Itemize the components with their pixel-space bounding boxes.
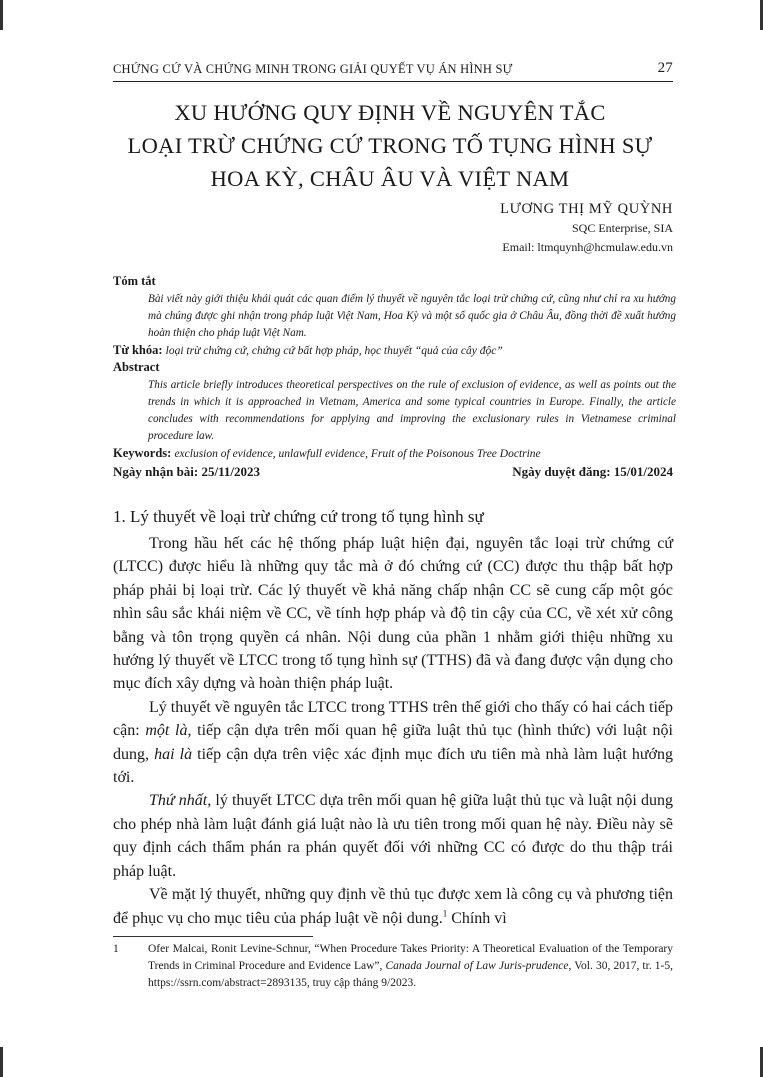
author-email: Email: ltmquynh@hcmulaw.edu.vn <box>502 240 673 254</box>
abstract-label: Abstract <box>113 360 160 374</box>
submission-dates <box>113 464 673 480</box>
keywords-en-text: exclusion of evidence, unlawfull evidence, Fruit of the Poisonous Tree Doctrine <box>174 448 541 460</box>
accepted-date: Ngày duyệt đăng: 15/01/2024 <box>512 464 673 479</box>
crop-mark <box>0 0 3 30</box>
body-text <box>113 532 673 930</box>
abstract-text: This article briefly introduces theoretical perspectives on the rule of exclusion of evidence, as well as points out the trends in which it is approached in Vietnam, America and some typical countries in Europe. Finally, the article concludes with recommendations for applying and improving the exclusionary rules in Vietnamese criminal procedure law. <box>148 379 676 442</box>
author-affiliation: SQC Enterprise, SIA <box>572 221 673 235</box>
footnote-text: Ofer Malcai, Ronit Levine-Schnur, “When Procedure Takes Priority: A Theoretical Evaluation of the Temporary Trends in Criminal Procedure and Evidence Law”, Canada Journal of Law Juris-prudence, Vol. 30, 2017, tr. 1-5, https://ssrn.com/abstract=2893135, truy cập tháng 9/2023. <box>148 943 674 989</box>
footnote-ref: 1 <box>442 908 448 919</box>
article-title <box>90 96 690 195</box>
summary-label: Tóm tắt <box>113 274 156 288</box>
title-line: HOA KỲ, CHÂU ÂU VÀ VIỆT NAM <box>210 166 570 191</box>
footnote-rule <box>113 936 313 937</box>
header-rule <box>113 81 673 82</box>
running-head-title: CHỨNG CỨ VÀ CHỨNG MINH TRONG GIẢI QUYẾT VỤ ÁN HÌNH SỰ <box>113 62 513 76</box>
keywords-vi <box>113 343 503 358</box>
title-line: LOẠI TRỪ CHỨNG CỨ TRONG TỐ TỤNG HÌNH SỰ <box>127 133 653 158</box>
keywords-vi-label: Từ khóa: <box>113 343 163 357</box>
keywords-en-label: Keywords: <box>113 446 172 460</box>
received-date: Ngày nhận bài: 25/11/2023 <box>113 464 261 479</box>
paragraph: Trong hầu hết các hệ thống pháp luật hiện đại, nguyên tắc loại trừ chứng cứ (LTCC) được hiểu là những quy tắc mà ở đó chứng cứ (CC) được thu thập bất hợp pháp phải bị loại trừ. Các lý thuyết về khả năng chấp nhận CC sẽ cung cấp một góc nhìn sâu sắc khái niệm về CC, về tính hợp pháp và độ tin cậy của CC, về xét xử công bằng và tôn trọng quyền cá nhân. Nội dung của phần 1 nhằm giới thiệu những xu hướng lý thuyết về LTCC trong tố tụng hình sự (TTHS) đã và đang được vận dụng cho mục đích xây dựng và hoàn thiện pháp luật. <box>113 535 673 693</box>
keywords-en <box>113 446 541 461</box>
paragraph: Về mặt lý thuyết, những quy định về thủ tục được xem là công cụ và phương tiện để phục vụ cho mục tiêu của pháp luật về nội dung.$^1$ Chính vì <box>113 886 673 927</box>
page-number: 27 <box>657 60 673 76</box>
title-line: XU HƯỚNG QUY ĐỊNH VỀ NGUYÊN TẮC <box>174 100 606 125</box>
summary-text: Bài viết này giới thiệu khái quát các quan điểm lý thuyết về nguyên tắc loại trừ chứng cứ, cũng như chỉ ra xu hướng mà chúng được ghi nhận trong pháp luật Việt Nam, Hoa Kỳ và một số quốc gia ở Châu Âu, đồng thời đề xuất hướng hoàn thiện cho pháp luật Việt Nam. <box>148 293 676 339</box>
crop-mark <box>0 1047 3 1077</box>
paragraph: Thứ nhất, lý thuyết LTCC dựa trên mối quan hệ giữa luật thủ tục và luật nội dung cho phép nhà làm luật đánh giá luật nào là ưu tiên trong mối quan hệ này. Điều này sẽ quy định cách thẩm phán ra phán quyết đối với những CC có được do thu thập trái pháp luật. <box>113 792 674 880</box>
footnote-number: 1 <box>113 943 119 955</box>
section-heading: 1. Lý thuyết về loại trừ chứng cứ trong tố tụng hình sự <box>113 507 484 526</box>
author-name: LƯƠNG THỊ MỸ QUỲNH <box>500 201 673 217</box>
keywords-vi-text: loại trừ chứng cứ, chứng cứ bất hợp pháp, học thuyết “quả của cây độc” <box>165 345 503 357</box>
paragraph: Lý thuyết về nguyên tắc LTCC trong TTHS trên thế giới cho thấy có hai cách tiếp cận: một là, tiếp cận dựa trên mối quan hệ giữa luật thủ tục (hình thức) với luật nội dung, hai là tiếp cận dựa trên việc xác định mục đích ưu tiên mà nhà làm luật hướng tới. <box>113 698 674 787</box>
